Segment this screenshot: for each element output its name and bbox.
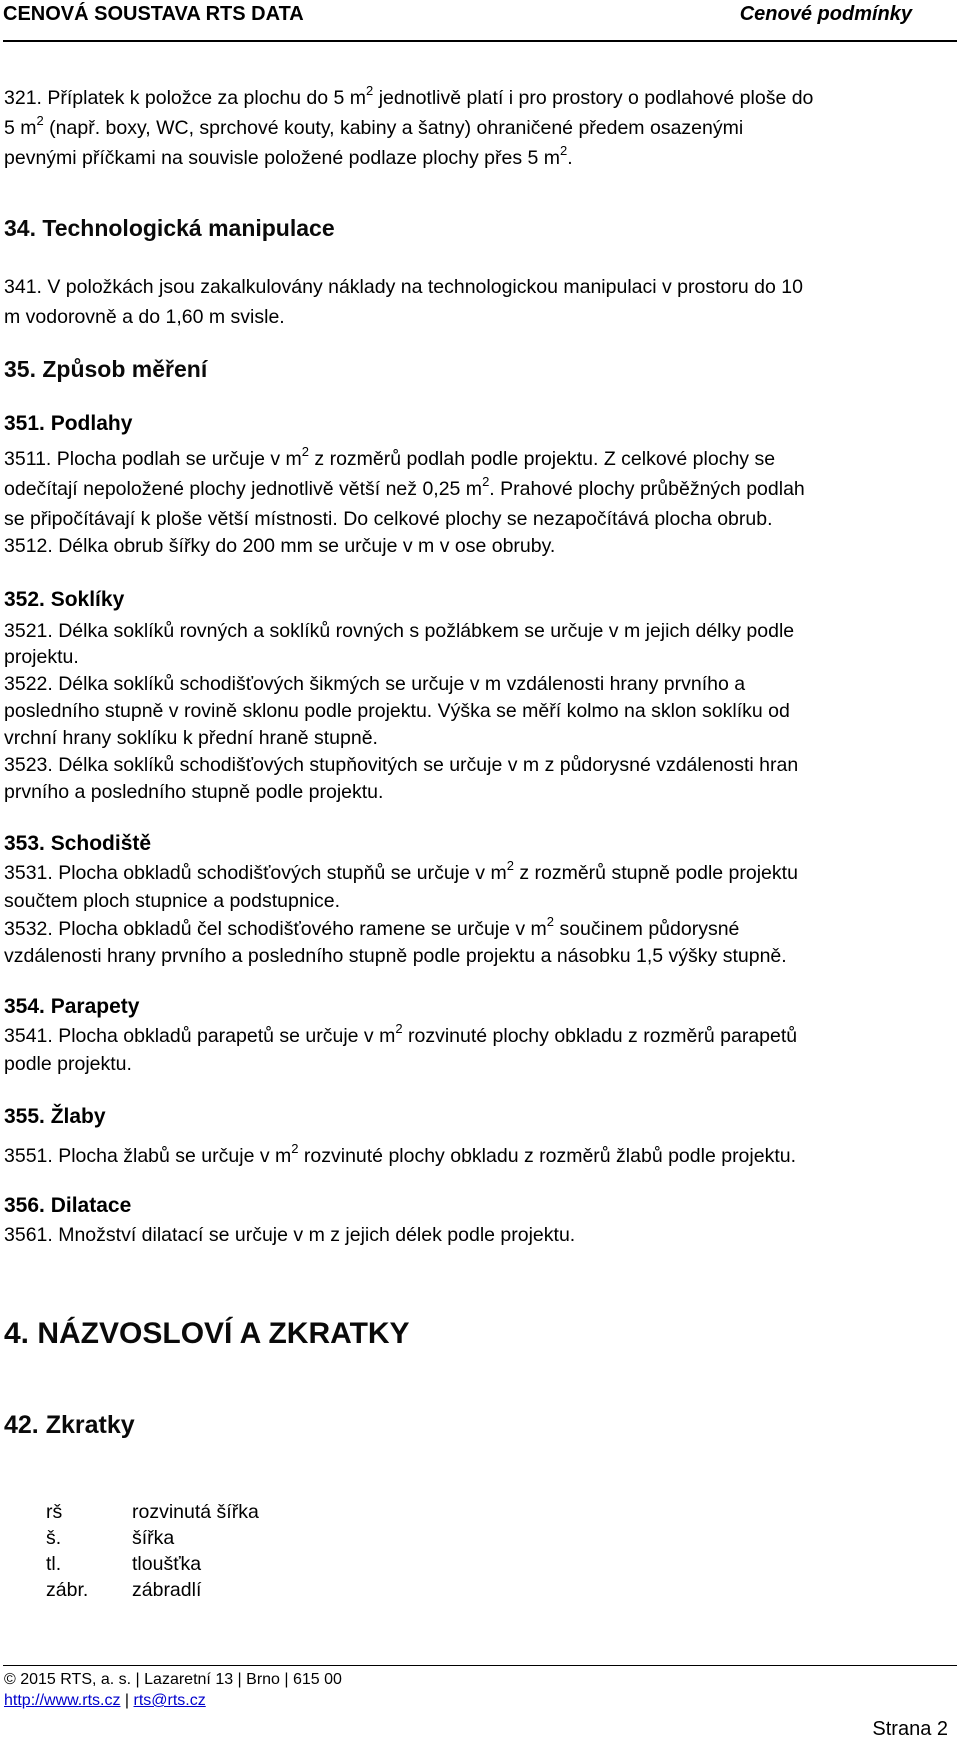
heading-35: 35. Způsob měření [4, 356, 208, 382]
heading-4: 4. NÁZVOSLOVÍ A ZKRATKY [4, 1317, 410, 1350]
paragraph-3511-line2: odečítají nepoložené plochy jednotlivě větší než 0,25 $m^2$. Prahové plochy průběžných podlah [4, 474, 805, 500]
paragraph-321-line2: 5 $m^2$ (např. boxy, WC, sprchové kouty, kabiny a šatny) ohraničené předem osazenými [4, 113, 744, 139]
paragraph-341-line1: 341. V položkách jsou zakalkulovány náklady na technologickou manipulaci v prostoru do 10 [4, 276, 803, 298]
footer-divider [3, 1665, 957, 1666]
header-section: Cenové podmínky [739, 3, 912, 25]
website-link[interactable]: http://www.rts.cz [4, 1692, 121, 1709]
email-link[interactable]: rts@rts.cz [133, 1692, 206, 1709]
paragraph-3511-line3: se připočítávají k ploše větší místnosti. Do celkové plochy se nezapočítává plocha obrub. [4, 508, 773, 530]
heading-356: 356. Dilatace [4, 1194, 132, 1217]
abbreviation-row: rš rozvinutá šířka [46, 1501, 259, 1523]
heading-352: 352. Soklíky [4, 588, 125, 611]
paragraph-341-line2: m vodorovně a do 1,60 m svisle. [4, 306, 285, 328]
paragraph-3522-line2: posledního stupně v rovině sklonu podle projektu. Výška se měří kolmo na sklon soklíku od [4, 700, 790, 722]
paragraph-3522-line3: vrchní hrany soklíku k přední hraně stupně. [4, 727, 378, 749]
abbreviation-row: zábr. zábradlí [46, 1579, 202, 1601]
paragraph-3561: 3561. Množství dilatací se určuje v m z jejich délek podle projektu. [4, 1224, 576, 1246]
paragraph-3512: 3512. Délka obrub šířky do 200 mm se určuje v m v ose obruby. [4, 535, 556, 557]
page-number: Strana 2 [872, 1718, 948, 1740]
paragraph-3551: 3551. Plocha žlabů se určuje v $m^2$ rozvinuté plochy obkladu z rozměrů žlabů podle projektu. [4, 1141, 797, 1167]
header-title: CENOVÁ SOUSTAVA RTS DATA [3, 3, 304, 25]
paragraph-3522-line1: 3522. Délka soklíků schodišťových šikmých se určuje v m vzdálenosti hrany prvního a [4, 673, 746, 695]
footer-links: http://www.rts.cz | rts@rts.cz [4, 1692, 206, 1709]
paragraph-3532-line2: vzdálenosti hrany prvního a posledního stupně podle projektu a násobku 1,5 výšky stupně. [4, 945, 787, 967]
heading-42: 42. Zkratky [4, 1411, 135, 1439]
heading-353: 353. Schodiště [4, 832, 152, 855]
heading-354: 354. Parapety [4, 995, 140, 1018]
paragraph-321-line1: 321. Příplatek k položce za plochu do 5 $m^2$ jednotlivě platí i pro prostory o podlahové ploše do [4, 83, 814, 109]
paragraph-3541-line1: 3541. Plocha obkladů parapetů se určuje v $m^2$ rozvinuté plochy obkladu z rozměrů parapetů [4, 1021, 798, 1047]
paragraph-3541-line2: podle projektu. [4, 1053, 132, 1075]
abbreviation-row: š. šířka [46, 1527, 175, 1549]
paragraph-3523-line1: 3523. Délka soklíků schodišťových stupňovitých se určuje v m z půdorysné vzdálenosti hran [4, 754, 799, 776]
paragraph-3523-line2: prvního a posledního stupně podle projektu. [4, 781, 384, 803]
abbreviation-row: tl. tloušťka [46, 1553, 202, 1575]
paragraph-3532-line1: 3532. Plocha obkladů čel schodišťového ramene se určuje v $m^2$ součinem půdorysné [4, 914, 740, 940]
paragraph-3531-line2: součtem ploch stupnice a podstupnice. [4, 890, 341, 912]
heading-355: 355. Žlaby [4, 1105, 106, 1128]
paragraph-321-line3: pevnými příčkami na souvisle položené podlaze plochy přes 5 $m^2$. [4, 143, 573, 169]
page-header [3, 0, 957, 42]
footer-address: © 2015 RTS, a. s. | Lazaretní 13 | Brno | 615 00 [4, 1671, 342, 1688]
paragraph-3521-line1: 3521. Délka soklíků rovných a soklíků rovných s požlábkem se určuje v m jejich délky podle [4, 620, 795, 642]
paragraph-3521-line2: projektu. [4, 646, 79, 668]
paragraph-3511-line1: 3511. Plocha podlah se určuje v $m^2$ z rozměrů podlah podle projektu. Z celkové plochy se [4, 444, 776, 470]
paragraph-3531-line1: 3531. Plocha obkladů schodišťových stupňů se určuje v $m^2$ z rozměrů stupně podle projektu [4, 858, 798, 884]
heading-351: 351. Podlahy [4, 412, 133, 435]
heading-34: 34. Technologická manipulace [4, 215, 335, 241]
